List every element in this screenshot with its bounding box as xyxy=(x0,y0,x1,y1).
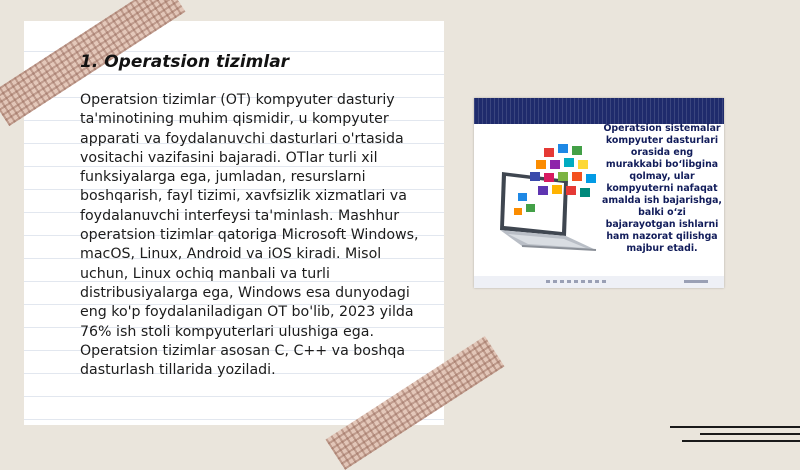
illustration-footer-dots xyxy=(546,280,606,283)
decorative-line xyxy=(700,433,800,435)
decorative-line xyxy=(682,440,800,442)
slide-heading: 1. Operatsion tizimlar xyxy=(80,52,290,72)
decorative-line xyxy=(670,426,800,428)
laptop-icon xyxy=(478,138,602,270)
decorative-lines xyxy=(630,420,800,450)
illustration-caption: Operatsion sistemalar kompyuter dasturlari orasida eng murakkabi boʻlibgina qolmay, ular kompyuterni nafaqat amalda ish bajarishga, balki oʻzi bajarayotgan ishlarni ham nazorat qilishga majbur etadi. xyxy=(602,123,722,254)
slide-body-text: Operatsion tizimlar (OT) kompyuter dasturiy ta'minotining muhim qismidir, u kompyuter apparati va foydalanuvchi dasturlari o'rtasida vositachi vazifasini bajaradi. OTlar turli xil funksiyalarga ega, jumladan, resurslarni boshqarish, fayl tizimi, xavfsizlik xizmatlari va foydalanuvchi interfeysi ta'minlash. Mashhur operatsion tizimlar qatoriga Microsoft Windows, macOS, Linux, Android va iOS kiradi. Misol uchun, Linux ochiq manbali va turli distribusiyalarga ega, Windows esa dunyodagi eng ko'p foydalaniladigan OT bo'lib, 2023 yilda 76% ish stoli kompyuterlari ulushiga ega. Operatsion tizimlar asosan C, C++ va boshqa dasturlash tillarida yoziladi. xyxy=(80,92,419,379)
illustration-header-band xyxy=(474,98,724,124)
illustration-footer-mark xyxy=(684,280,708,283)
illustration-footer xyxy=(474,276,724,288)
illustration-card xyxy=(474,98,724,288)
